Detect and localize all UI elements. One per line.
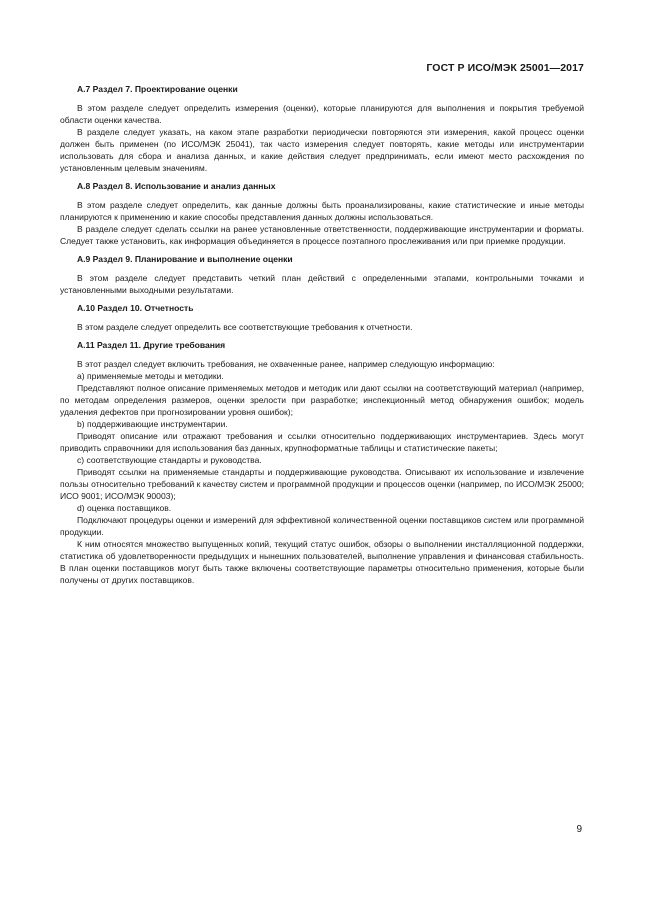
paragraph: В разделе следует сделать ссылки на ранее установленные ответственности, поддерживающие инструментарии и форматы. Следует также установить, как информация объединяется в процессе поэтапного прослеживания или при приемке продукции. xyxy=(60,224,584,246)
paragraph: Приводят ссылки на применяемые стандарты и поддерживающие руководства. Описывают их использование и извлечение пользы относительно требований к качеству систем и программной продукции и процессов оценки (например, по ИСО/МЭК 25000; ИСО 9001; ИСО/МЭК 90003); xyxy=(60,467,584,501)
paragraph: В этот раздел следует включить требования, не охваченные ранее, например следующую информацию: xyxy=(77,359,495,369)
section-a8 xyxy=(60,180,584,247)
section-title: А.8 Раздел 8. Использование и анализ данных xyxy=(77,181,276,191)
list-item: b) поддерживающие инструментарии. xyxy=(77,419,228,429)
list-item: с) соответствующие стандарты и руководства. xyxy=(77,455,262,465)
list-item: а) применяемые методы и методики. xyxy=(77,371,224,381)
paragraph: В этом разделе следует определить измерения (оценки), которые планируются для выполнения и покрытия требуемой области оценки качества. xyxy=(60,103,584,125)
paragraph: В этом разделе следует определить, как данные должны быть проанализированы, какие статистические и иные методы планируются к применению и какие способы представления данных должны использоваться. xyxy=(60,200,584,222)
section-title: А.7 Раздел 7. Проектирование оценки xyxy=(77,84,238,94)
list-item: d) оценка поставщиков. xyxy=(77,503,172,513)
paragraph: В разделе следует указать, на каком этапе разработки периодически повторяются эти измерения, какой процесс оценки должен быть применен (по ИСО/МЭК 25041), так часто измерения следует повторять, какие методы или инструментарии использовать для сбора и анализа данных, и какие действия следует предпринимать, если имеют место расхождения по установленным целевым значениям. xyxy=(60,127,584,173)
section-a11 xyxy=(60,339,584,586)
section-a7 xyxy=(60,83,584,174)
page-number: 9 xyxy=(576,824,582,835)
document-body xyxy=(60,83,584,586)
paragraph: К ним относятся множество выпущенных копий, текущий статус ошибок, обзоры о выполнении инсталляционной поддержки, статистика об удовлетворенности предыдущих и нынешних пользователей, выполнение управления и финансовая стабильность. В план оценки поставщиков могут быть также включены соответствующие параметры относительно применения, которые были получены от других поставщиков. xyxy=(60,539,584,585)
paragraph: В этом разделе следует определить все соответствующие требования к отчетности. xyxy=(77,322,413,332)
standard-designation: ГОСТ Р ИСО/МЭК 25001—2017 xyxy=(426,62,584,74)
section-title: А.10 Раздел 10. Отчетность xyxy=(77,303,194,313)
section-a9 xyxy=(60,253,584,296)
paragraph: Представляют полное описание применяемых методов и методик или дают ссылки на соответствующий материал (например, по методам определения размеров, оценки зрелости при разработке; инспекционный метод обнаружения ошибок; модель удаления дефектов при прогнозировании уровня ошибок); xyxy=(60,383,584,417)
section-a10 xyxy=(60,302,584,333)
paragraph: В этом разделе следует представить четкий план действий с определенными этапами, контрольными точками и установленными выходными результатами. xyxy=(60,273,584,295)
paragraph: Приводят описание или отражают требования и ссылки относительно поддерживающих инструментариев. Здесь могут приводить справочники для использования баз данных, крупноформатные таблицы и статистические пакеты; xyxy=(60,431,584,453)
section-title: А.9 Раздел 9. Планирование и выполнение оценки xyxy=(77,254,293,264)
paragraph: Подключают процедуры оценки и измерений для эффективной количественной оценки поставщиков систем или программной продукции. xyxy=(60,515,584,537)
section-title: А.11 Раздел 11. Другие требования xyxy=(77,340,226,350)
